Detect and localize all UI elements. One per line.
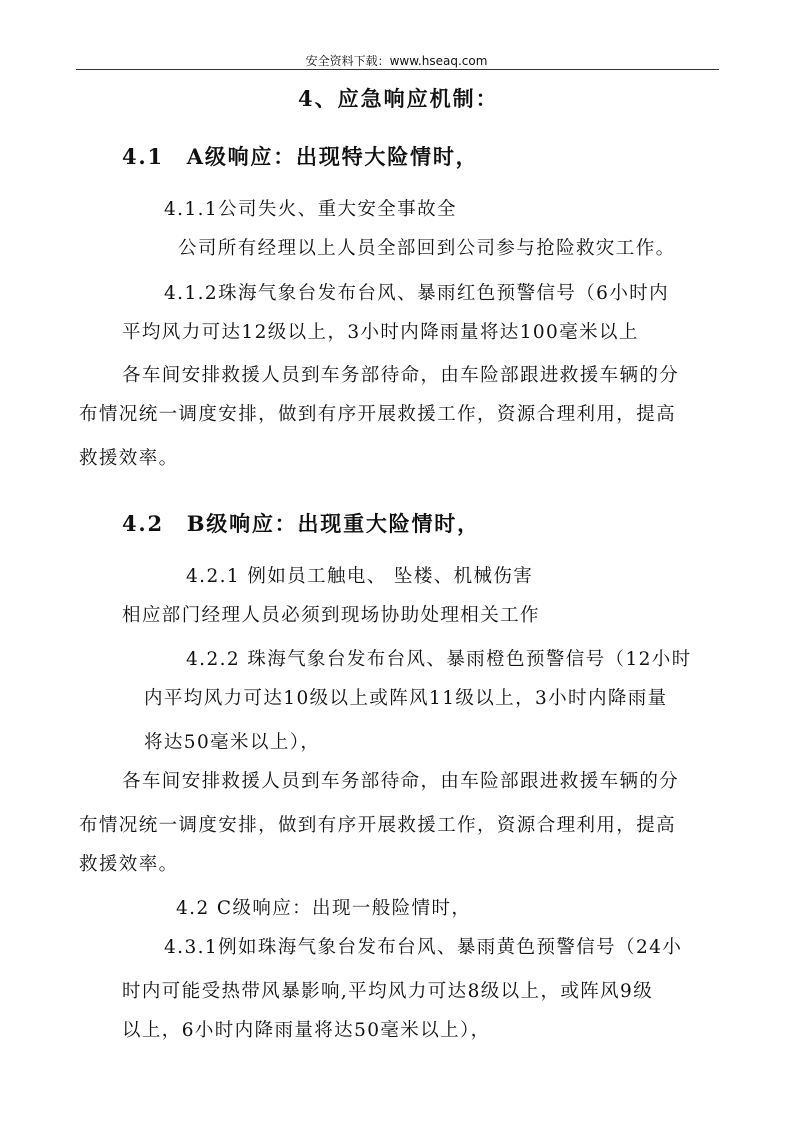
- paragraph-line: 内平均风力可达10级以上或阵风11级以上，3小时内降雨量: [144, 688, 668, 709]
- paragraph-line: 相应部门经理人员必须到现场协助处理相关工作: [122, 605, 540, 626]
- paragraph-line: 公司所有经理以上人员全部回到公司参与抢险救灾工作。: [178, 238, 676, 259]
- page-header: 安全资料下载：www.hseaq.com: [305, 54, 488, 68]
- item-4-3-1: 4.3.1例如珠海气象台发布台风、暴雨黄色预警信号（24小: [164, 937, 683, 958]
- item-4-2-2: 4.2.2 珠海气象台发布台风、暴雨橙色预警信号（12小时: [186, 649, 692, 670]
- heading-c-level: 4.2 C级响应：出现一般险情时，: [176, 898, 472, 919]
- heading-4-2: 4.2 B级响应：出现重大险情时，: [122, 511, 480, 536]
- item-4-1-1: 4.1.1公司失火、重大安全事故全: [164, 199, 457, 220]
- section-title: 4、应急响应机制：: [298, 86, 499, 111]
- paragraph-line: 救援效率。: [79, 448, 179, 469]
- paragraph-line: 时内可能受热带风暴影响,平均风力可达8级以上，或阵风9级: [122, 981, 654, 1002]
- paragraph-line: 布情况统一调度安排，做到有序开展救援工作，资源合理利用，提高: [79, 404, 677, 425]
- item-4-1-2: 4.1.2珠海气象台发布台风、暴雨红色预警信号（6小时内: [164, 283, 670, 304]
- paragraph-line: 以上，6小时内降雨量将达50毫米以上），: [122, 1020, 491, 1041]
- paragraph-line: 平均风力可达12级以上，3小时内降雨量将达100毫米以上: [122, 322, 639, 343]
- paragraph-line: 救援效率。: [79, 854, 179, 875]
- item-4-2-1: 4.2.1 例如员工触电、 坠楼、机械伤害: [186, 566, 534, 587]
- paragraph-line: 各车间安排救援人员到车务部待命，由车险部跟进救援车辆的分: [122, 365, 680, 386]
- paragraph-line: 布情况统一调度安排，做到有序开展救援工作，资源合理利用，提高: [79, 815, 677, 836]
- header-rule: [76, 69, 719, 70]
- paragraph-line: 将达50毫米以上），: [144, 732, 321, 753]
- heading-4-1: 4.1 A级响应：出现特大险情时，: [122, 144, 479, 169]
- paragraph-line: 各车间安排救援人员到车务部待命，由车险部跟进救援车辆的分: [122, 771, 680, 792]
